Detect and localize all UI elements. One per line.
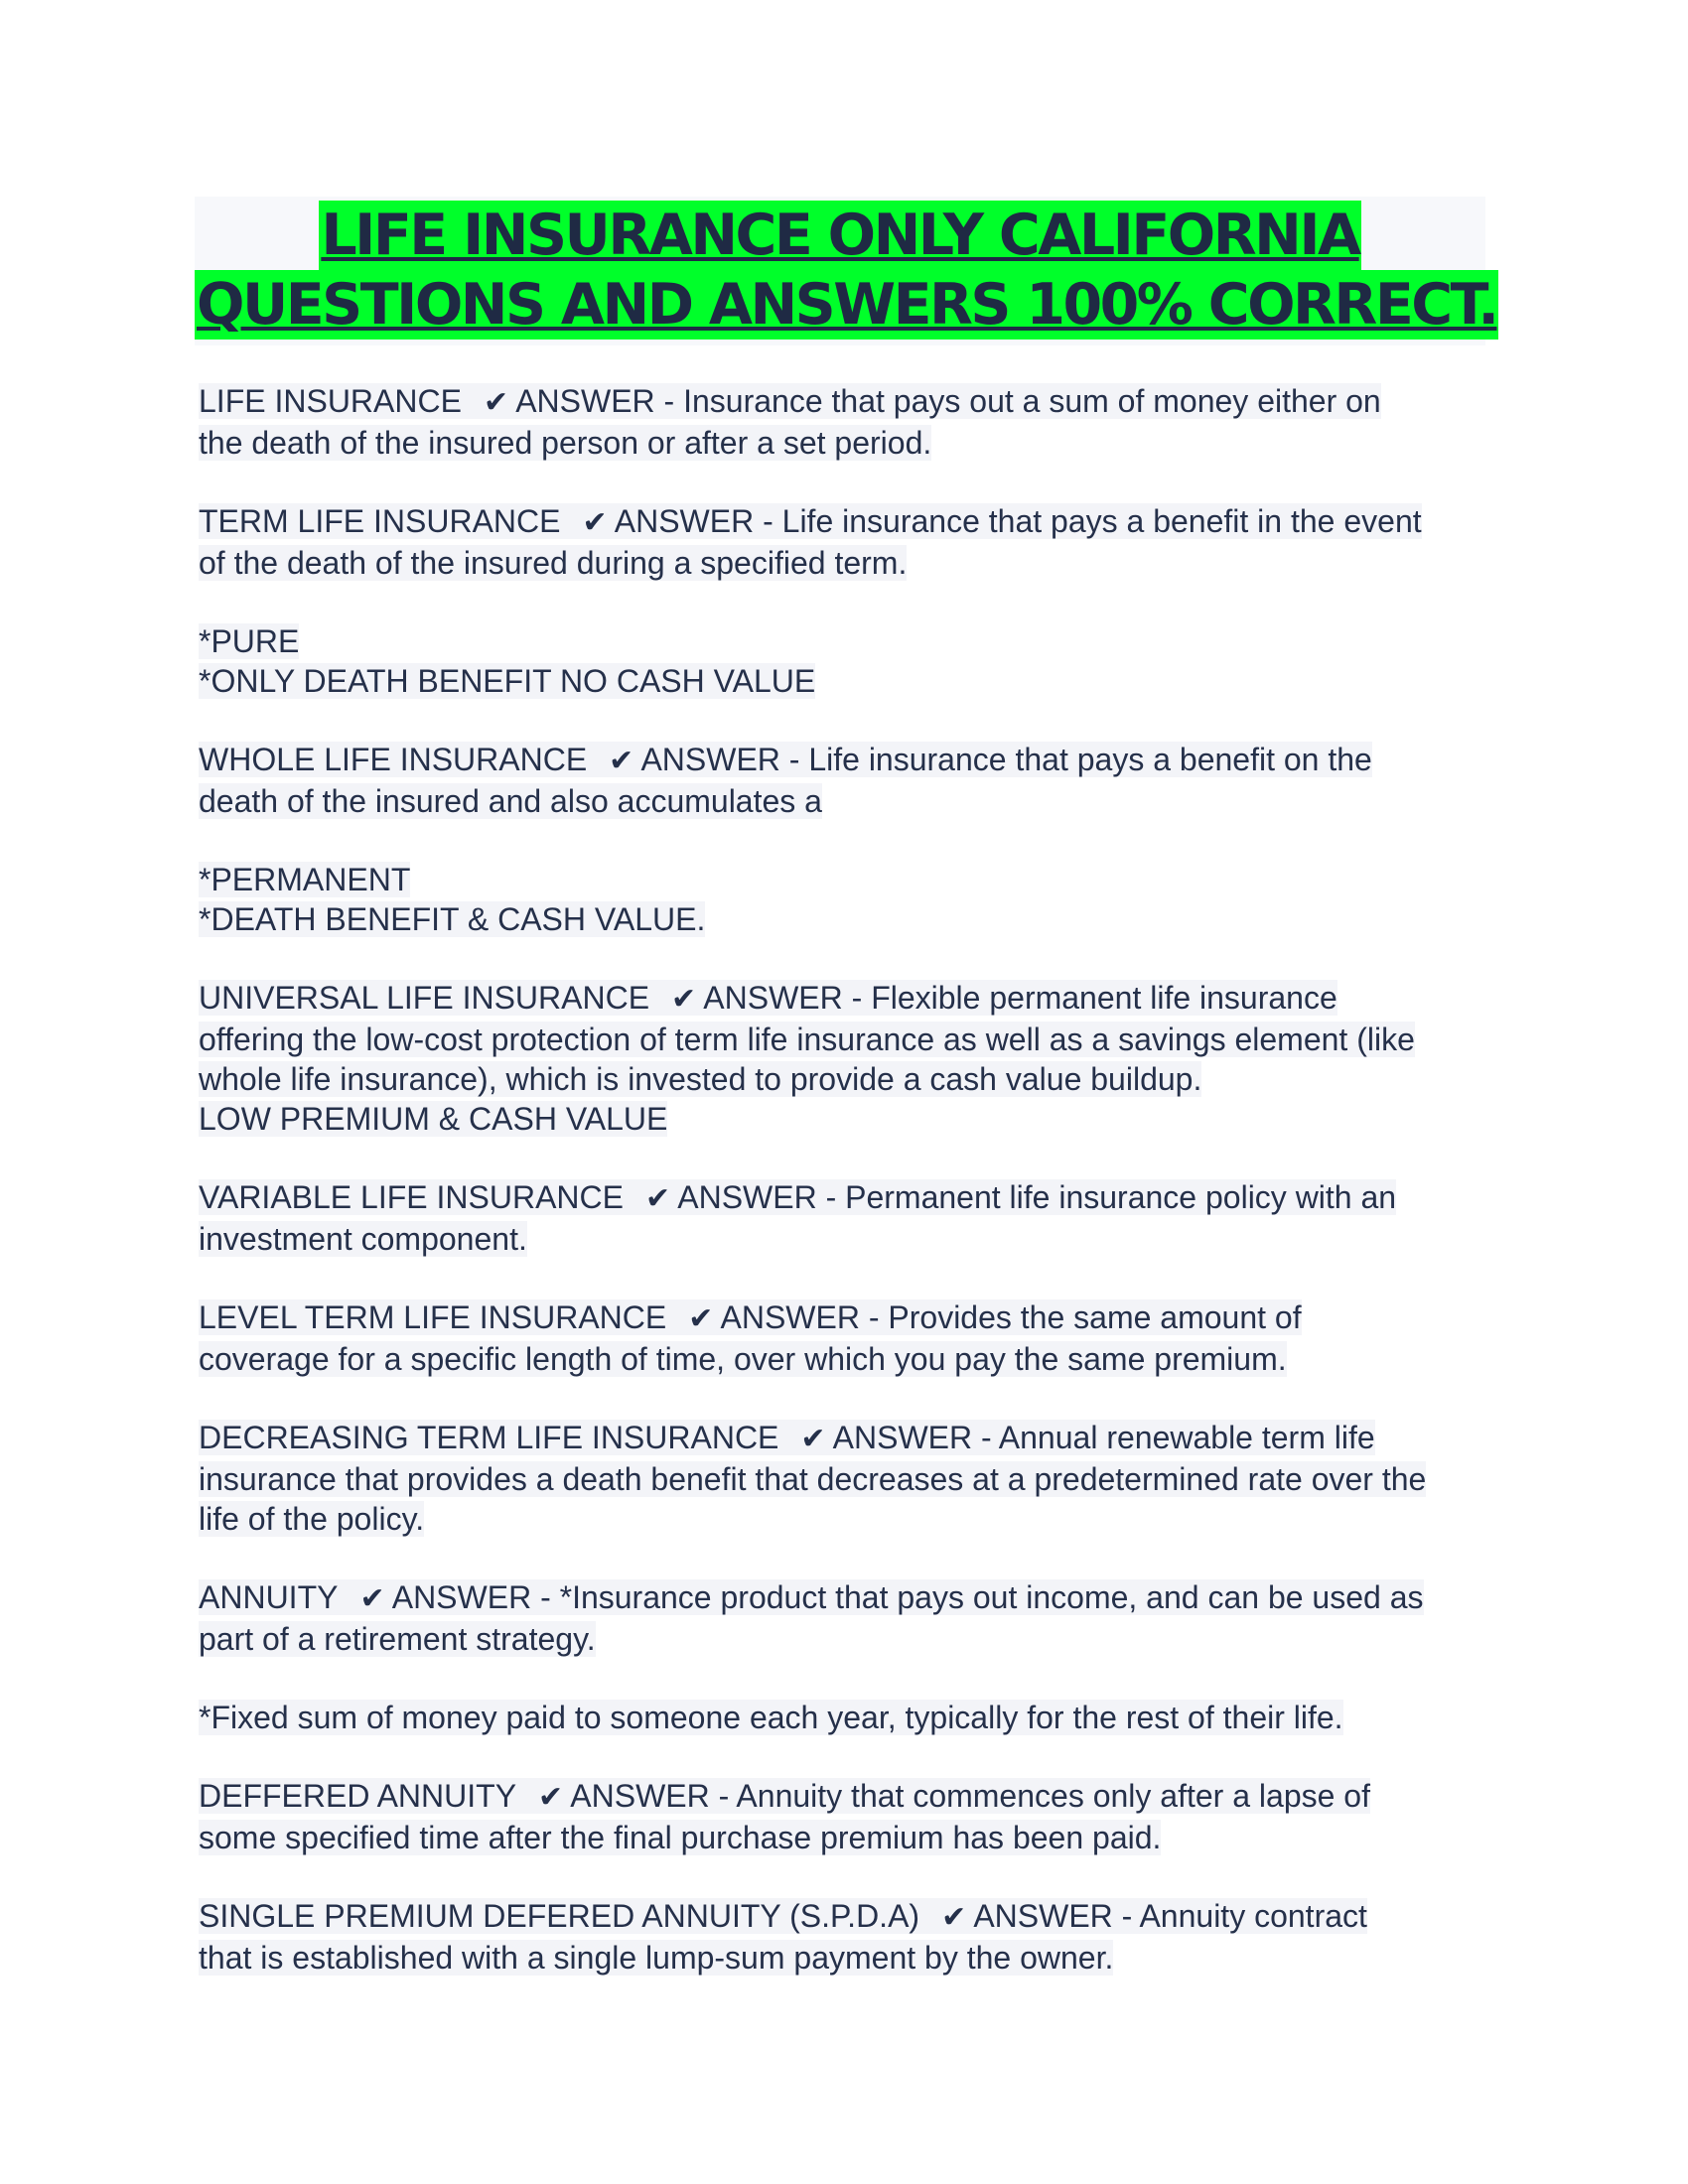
term: VARIABLE LIFE INSURANCE <box>199 1179 624 1215</box>
qa-entry-annuity <box>199 1577 1489 1659</box>
qa-notes-annuity <box>199 1698 1489 1737</box>
answer-continuation: whole life insurance), which is invested to provide a cash value buildup. <box>199 1061 1202 1097</box>
checkmark-icon: ✔ <box>800 1422 826 1456</box>
checkmark-icon: ✔ <box>671 982 697 1017</box>
answer-continuation: part of a retirement strategy. <box>199 1621 596 1657</box>
qa-entry-decreasing-term-life-insurance <box>199 1418 1489 1539</box>
answer-continuation: the death of the insured person or after a set period. <box>199 425 932 461</box>
answer-text: ANSWER - Provides the same amount of <box>720 1299 1302 1335</box>
checkmark-icon: ✔ <box>538 1780 564 1815</box>
answer-continuation: life of the policy. <box>199 1501 425 1537</box>
qa-entry-single-premium-defered-annuity <box>199 1896 1489 1978</box>
qa-entry-life-insurance <box>199 381 1489 463</box>
answer-continuation: some specified time after the final purchase premium has been paid. <box>199 1820 1162 1855</box>
term: DEFFERED ANNUITY <box>199 1778 517 1814</box>
qa-entry-term-life-insurance <box>199 501 1489 583</box>
answer-continuation: coverage for a specific length of time, over which you pay the same premium. <box>199 1341 1287 1377</box>
term: DECREASING TERM LIFE INSURANCE <box>199 1420 779 1455</box>
answer-continuation: investment component. <box>199 1221 527 1257</box>
checkmark-icon: ✔ <box>359 1581 385 1616</box>
note-text: *ONLY DEATH BENEFIT NO CASH VALUE <box>199 663 816 699</box>
answer-continuation: offering the low-cost protection of term life insurance as well as a savings element (like <box>199 1022 1415 1057</box>
answer-continuation: LOW PREMIUM & CASH VALUE <box>199 1101 668 1137</box>
answer-text: ANSWER - Permanent life insurance policy with an <box>677 1179 1397 1215</box>
qa-notes-whole-life <box>199 860 1489 939</box>
qa-entry-deffered-annuity <box>199 1776 1489 1857</box>
answer-text: ANSWER - Annuity contract <box>973 1898 1367 1934</box>
answer-text: ANSWER - Flexible permanent life insurance <box>703 980 1337 1016</box>
note-text: *DEATH BENEFIT & CASH VALUE. <box>199 901 706 937</box>
checkmark-icon: ✔ <box>644 1181 671 1216</box>
term: TERM LIFE INSURANCE <box>199 503 561 539</box>
qa-entry-universal-life-insurance <box>199 978 1489 1139</box>
note-text: *PERMANENT <box>199 862 411 897</box>
answer-text: ANSWER - *Insurance product that pays out income, and can be used as <box>391 1579 1424 1615</box>
answer-continuation: that is established with a single lump-sum payment by the owner. <box>199 1940 1114 1976</box>
term: LEVEL TERM LIFE INSURANCE <box>199 1299 667 1335</box>
qa-list <box>199 381 1489 2016</box>
title-line-1: LIFE INSURANCE ONLY CALIFORNIA <box>321 203 1359 268</box>
qa-entry-variable-life-insurance <box>199 1177 1489 1259</box>
answer-continuation: insurance that provides a death benefit that decreases at a predetermined rate over the <box>199 1461 1427 1497</box>
checkmark-icon: ✔ <box>688 1301 714 1336</box>
checkmark-icon: ✔ <box>582 505 608 540</box>
checkmark-icon: ✔ <box>941 1900 967 1935</box>
answer-text: ANSWER - Life insurance that pays a benefit in the event <box>614 503 1422 539</box>
note-text: *PURE <box>199 623 300 659</box>
checkmark-icon: ✔ <box>609 744 634 778</box>
answer-continuation: of the death of the insured during a specified term. <box>199 545 908 581</box>
qa-notes-term-life <box>199 621 1489 701</box>
term: SINGLE PREMIUM DEFERED ANNUITY (S.P.D.A) <box>199 1898 920 1934</box>
term: WHOLE LIFE INSURANCE <box>199 742 588 777</box>
answer-text: ANSWER - Annuity that commences only after a lapse of <box>570 1778 1370 1814</box>
qa-entry-whole-life-insurance <box>199 740 1489 821</box>
answer-continuation: death of the insured and also accumulates a <box>199 783 822 819</box>
document-title <box>195 197 1497 345</box>
note-text: *Fixed sum of money paid to someone each year, typically for the rest of their life. <box>199 1700 1343 1735</box>
term: LIFE INSURANCE <box>199 383 462 419</box>
term: ANNUITY <box>199 1579 339 1615</box>
checkmark-icon: ✔ <box>483 385 509 420</box>
answer-text: ANSWER - Insurance that pays out a sum of money either on <box>515 383 1381 419</box>
answer-text: ANSWER - Life insurance that pays a benefit on the <box>640 742 1372 777</box>
title-line-2: QUESTIONS AND ANSWERS 100% CORRECT. <box>197 272 1497 338</box>
qa-entry-level-term-life-insurance <box>199 1297 1489 1379</box>
answer-text: ANSWER - Annual renewable term life <box>832 1420 1375 1455</box>
term: UNIVERSAL LIFE INSURANCE <box>199 980 650 1016</box>
